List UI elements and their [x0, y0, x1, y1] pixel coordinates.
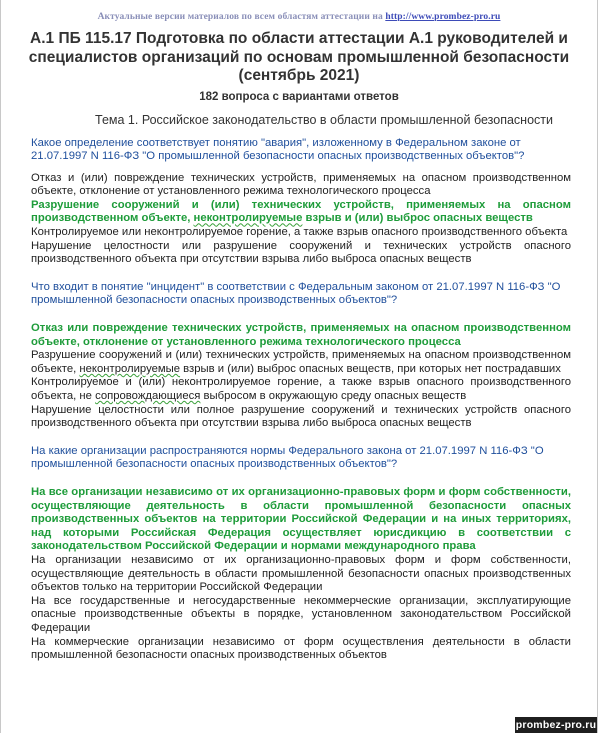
- spellcheck-underline: неконтролируемые: [79, 362, 181, 375]
- question-count: 182 вопроса с вариантами ответов: [199, 90, 399, 103]
- answer-1-1: Отказ и (или) повреждение технических устройств, применяемых на опасном производственном объекте, отклонение от установленного режима технологического процесса: [31, 171, 571, 198]
- site-watermark: prombez-pro.ru: [515, 719, 597, 731]
- document-title: А.1 ПБ 115.17 Подготовка по области аттестации А.1 руководителей и специалистов организаций по основам промышленной безопасности (сентябрь 2021): [28, 30, 570, 84]
- top-banner: [1, 12, 597, 22]
- section-theme: Тема 1. Российское законодательство в области промышленной безопасности: [95, 112, 553, 127]
- answer-1-3: Контролируемое или неконтролируемое горение, а также взрыв опасного производственного объекта: [31, 226, 568, 239]
- question-2: Что входит в понятие "инцидент" в соответствии с Федеральным законом от 21.07.1997 N 116-ФЗ "О промышленной безопасности опасных производственных объектов"?: [31, 280, 561, 307]
- answer-1-4: Нарушение целостности или разрушение сооружений и технических устройств опасного производственного объекта при отсутствии взрыва либо выброса опасных веществ: [31, 239, 571, 266]
- spellcheck-underline: неконтролируемые: [193, 212, 303, 225]
- question-3: На какие организации распространяются нормы Федерального закона от 21.07.1997 N 116-ФЗ "О промышленной безопасности опасных производственных объектов"?: [31, 444, 544, 471]
- answer-2-3: Контролируемое и (или) неконтролируемое горение, а также взрыв опасного производственного объекта, не сопровождающиеся выбросом в окружающую среду опасных веществ: [31, 376, 571, 402]
- answer-2-4: Нарушение целостности или полное разрушение сооружений и технических устройств опасного производственного объекта при отсутствии взрыва либо выброса опасных веществ: [31, 403, 571, 430]
- top-banner-link[interactable]: http://www.prombez-pro.ru: [385, 12, 501, 22]
- top-banner-text: Актуальные версии материалов по всем областям аттестации на: [97, 12, 383, 22]
- question-1: Какое определение соответствует понятию "авария", изложенному в Федеральном законе от 21.07.1997 N 116-ФЗ "О промышленной безопасности опасных производственных объектов"?: [31, 136, 525, 163]
- answer-2-2: Разрушение сооружений и (или) технических устройств, применяемых на опасном производственном объекте, неконтролируемые взрыв и (или) выброс опасных веществ, при которых нет пострадавших: [31, 349, 571, 375]
- spellcheck-underline: сопровождающиеся: [95, 390, 201, 402]
- answer-3-3: На все государственные и негосударственные некоммерческие организации, эксплуатирующие опасные производственные объекты в порядке, установленном законодательством Российской Федерации: [31, 594, 571, 634]
- answer-3-1-correct: На все организации независимо от их организационно-правовых форм и форм собственности, осуществляющие деятельность в области промышленной безопасности опасных производственных объектов на территории Российской Федерации и на иных территориях, над которыми Российская Федерация осуществляет юрисдикцию в соответствии с законодательством Российской Федерации и нормами международного права: [31, 485, 571, 553]
- answer-3-4: На коммерческие организации независимо от форм осуществления деятельности в области промышленной безопасности опасных производственных объектов: [31, 635, 571, 662]
- answer-2-1-correct: Отказ или повреждение технических устройств, применяемых на опасном производственном объекте, отклонение от установленного режима технологического процесса: [31, 322, 571, 348]
- answer-1-2-correct: Разрушение сооружений и (или) технических устройств, применяемых на опасном производственном объекте, неконтролируемые взрыв и (или) выброс опасных веществ: [31, 198, 571, 225]
- answer-3-2: На организации независимо от их организационно-правовых форм и форм собственности, осуществляющие деятельность в области промышленной безопасности опасных производственных объектов только на территории Российской Федерации: [31, 553, 571, 594]
